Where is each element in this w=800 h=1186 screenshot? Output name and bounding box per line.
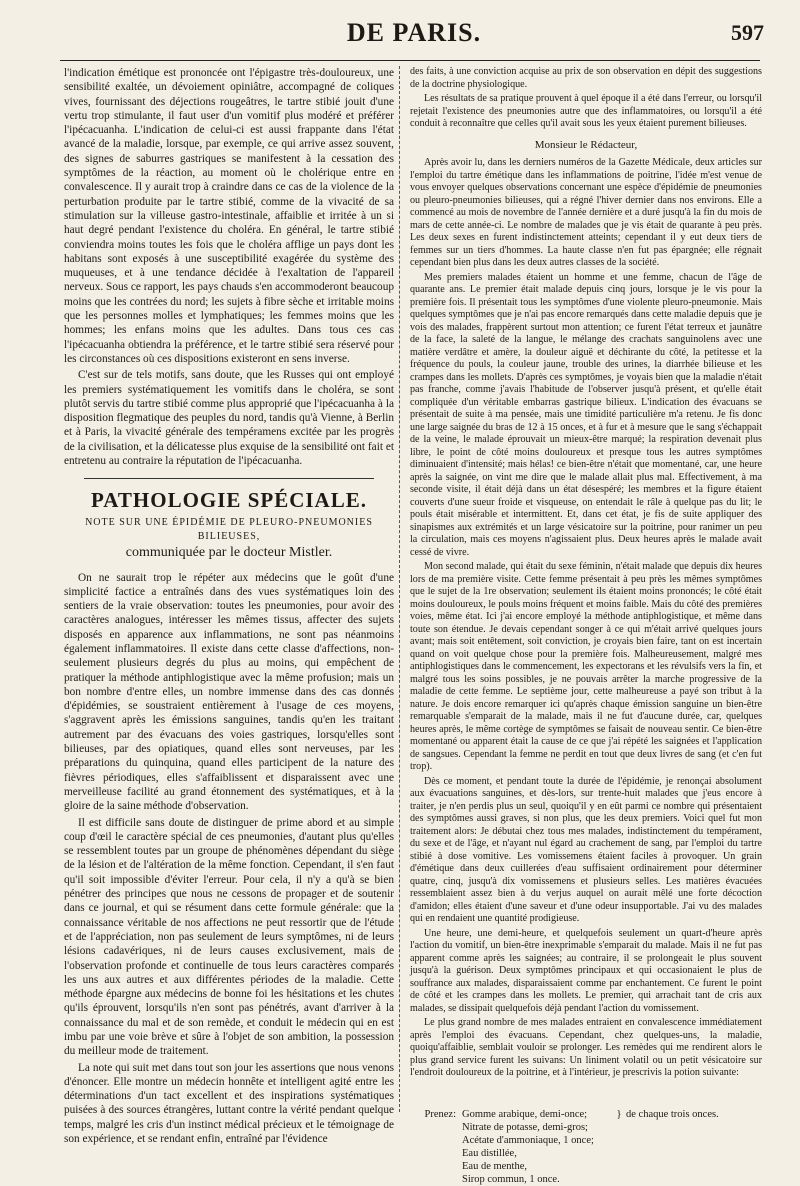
- paragraph: Après avoir lu, dans les derniers numéros de la Gazette Médicale, deux articles sur l'emploi du tartre émétique dans les inflammations de poitrine, l'idée m'est venue de vous envoyer quelques observations concernant une espèce d'épidémie de pneumonies ou pleuro-pneumonies bilieuses, qui a régné l'hiver dernier dans nos environs. Elle a commencé au mois de novembre de l'année dernière et a duré jusqu'à la fin du mois de mars de cette année-ci. Le nombre de malades que je vis était de quarante à peu près. Les deux sexes en furent indistinctement atteints; cependant il y eut deux tiers de femmes sur un tiers d'hommes. La haute classe n'en fut pas épargnée; elle régnait cependant bien plus dans les deux autres classes de la société.: [410, 157, 762, 268]
- paragraph: des faits, à une conviction acquise au prix de son observation en dépit des suggestions de la doctrine physiologique.: [410, 66, 762, 90]
- paragraph: C'est sur de tels motifs, sans doute, que les Russes qui ont employé les premiers systématiquement les vomitifs dans le choléra, se sont plutôt servis du tartre stibié comme plus approprié que l'ipécacuanha à la disposition flegmatique des peuples du nord, tandis qu'à Vienne, à Berlin et à Paris, la vivacité générale des tempéramens excitée par les progrès de la civilisation, et la délicatesse plus exquise de la sensibilité ont fait et entretenu au contraire la réputation de l'ipécacuanha.: [64, 369, 394, 468]
- byline: communiquée par le docteur Mistler.: [125, 545, 333, 561]
- paragraph: La note qui suit met dans tout son jour les assertions que nous venons d'énoncer. Elle montre un médecin honnête et intelligent agité entre les déterminations d'un tact excellent et des inspirations systématiques puisées à des sources étrangères, luttant contre la vérité pendant quelque temps, malgré les cris d'un instinct médical précieux et le témoignage de son expérience, et se rendant enfin, entraîné par l'évidence: [64, 1061, 394, 1146]
- paragraph: Il est difficile sans doute de distinguer de prime abord et au simple coup d'œil le caractère spécial de ces pneumonies, d'autant plus qu'elles se ressemblent toutes par un groupe de phénomènes dépendant du siège de la lésion et de l'altération de la même fonction. Cependant, il s'en faut qu'il soit impossible d'éviter l'erreur. Pour cela, il n'y a qu'à se bien pénétrer des principes que nous ne cessons de propager et de soutenir dans ce journal, et qui se résument dans cette formule générale: que la connaissance véritable de nos affections ne peut ressortir que de l'étude et de l'appréciation, non pas seulement de leurs symptômes, ni de leurs lésions cadavériques, ni de leurs causes exclusivement, mais de l'observation profonde et continuelle de tous leurs caractères comparés les uns aux autres et aux différentes périodes de la maladie. Cette méthode épargne aux médecins de bonne foi les hésitations et les chutes qu'ils éprouvent, lorsqu'ils n'en sont pas pénétrés, avant d'arriver à la connaissance du mal et de son remède, et conduit le médecin qui en est imbu par une voie brève et sûre à l'objet de son ambition, la possession du meilleur mode de traitement.: [64, 816, 394, 1058]
- article-title: NOTE SUR UNE ÉPIDÉMIE DE PLEURO-PNEUMONIES BILIEUSES,: [85, 516, 373, 542]
- header-rule: [60, 60, 760, 61]
- prescription: [410, 1086, 762, 1186]
- page-number: 597: [731, 20, 764, 45]
- paragraph: Les résultats de sa pratique prouvent à quel époque il a été dans l'erreur, ou lorsqu'il rejetait l'existence des pneumonies autre que des inflammatoires, ou lorsqu'il a été conduit à reconnaître que celles qu'il avait sous les yeux étaient purement bilieuses.: [410, 93, 762, 129]
- salutation: Monsieur le Rédacteur,: [534, 138, 638, 151]
- prescription-items: [462, 1108, 612, 1186]
- paragraph: Mon second malade, qui était du sexe féminin, n'était malade que depuis dix heures lors de ma première visite. Cette femme présentait à peu près les mêmes symptômes que le sujet de la 1re observation; seulement ils étaient moins prononcés; le côté était moins douloureux, le pouls moins fréquent et moins faible. Mais du côté des premières voies, même état. Ici j'ai encore employé la méthode antiphlogistique, et même dans toute son étendue. Je devais cependant songer à ce qui m'était arrivé quelques jours avant; mais soit entêtement, soit conviction, je croyais bien faire, tant on est incertain quand on voit quelque chose pour la première fois. Malheureusement, malgré mes antiphlogistiques dans le commencement, les expectorans et les révulsifs vers la fin, et malgré tous les soins possibles, je ne pouvais arrêter la marche progressive de la maladie de cette femme. Le septième jour, cette malheureuse a payé son tribut à la nature. Je dois encore remarquer ici qu'après chaque émission sanguine un bien-être remarquable s'emparait de la malade, mais il ne fut d'aucune durée, car, quelques heures après, le même cortège de symptômes se faisait de nouveau sentir. Ce bien-être momentané ou apparent était la cause de ce que j'ai répété les saignées et l'application de sangsues. Cependant la femme ne perdit en tout que deux livres de sang (et c'en fut trop).: [410, 561, 762, 772]
- prescription-dose: de chaque trois onces.: [626, 1108, 719, 1120]
- prescription-item: Gomme arabique, demi-once;: [462, 1108, 588, 1120]
- prescription-item: Sirop commun, 1 once.: [462, 1173, 560, 1185]
- prescription-item: Nitrate de potasse, demi-gros;: [462, 1121, 588, 1133]
- left-column: [64, 66, 394, 1148]
- section-rule: [84, 478, 374, 479]
- prescription-item: Acétate d'ammoniaque, 1 once;: [462, 1134, 594, 1146]
- right-column: [410, 66, 762, 1186]
- column-divider: [399, 66, 400, 1112]
- prescription-row: [410, 1086, 762, 1186]
- prescription-brace: }: [616, 1108, 622, 1120]
- paragraph: l'indication émétique est prononcée ont l'épigastre très-douloureux, une sensibilité exaltée, un dévoiement opiniâtre, accompagné de coliques vives, fournissant des déjections rougeâtres, le tartre stibié jouit d'une vertu trop stimulante, il faut user d'un vomitif plus modéré et préférer l'ipécacuanha. L'indication de celui-ci est aussi frappante dans l'état avancé de la maladie, lorsque, par exemple, ce qui arrive assez souvent, des signes de saburres gastriques se manifestent à la cessation des symptômes de la réaction, au moment où le cholérique entre en convalescence. Il y aurait trop à craindre dans ce cas de la violence de la perturbation produite par le tartre stibié, comme de la vivacité de sa stimulation sur la villeuse gastro-intestinale, affaiblie et irritée à un si haut degré pendant l'existence du choléra. En général, le tartre stibié conviendra moins toutes les fois que le choléra afflige un pays dont les habitans sont exposés à une susceptibilité exagérée du système des muqueuses, et à une tendance décidée à l'exaltation de l'appareil nerveux. Sous ce rapport, les pays chauds s'en accommoderont beaucoup moins que les contrées du nord; les sujets à fibre sèche et irritable moins que les personnes molles et lymphatiques; les femmes moins que les hommes; les enfans moins que les adultes. Dans tous ces cas l'ipécacuanha obtiendra la préférence, et le tartre stibié sera réservé pour les circonstances où ces dispositions existeront en sens inverse.: [64, 67, 394, 365]
- prescription-item: Eau distillée,: [462, 1147, 517, 1159]
- paragraph: Le plus grand nombre de mes malades entraient en convalescence immédiatement après l'emploi des évacuans. Cependant, chez quelques-uns, la maladie, quoiqu'affaiblie, semblait vouloir se prolonger. Les remèdes qui me rendirent alors le plus grand service furent les suivans: Un liniment volatil ou un petit vésicatoire sur l'endroit douloureux de la poitrine, et à l'intérieur, je prescrivis la potion suivante:: [410, 1017, 762, 1078]
- running-title: DE PARIS.: [346, 18, 482, 47]
- paragraph: Une heure, une demi-heure, et quelquefois seulement un quart-d'heure après l'action du vomitif, un bien-être inexprimable s'emparait du malade. Mais il ne fut pas apparent comme après les saignées; au contraire, il se prolongeait le plus souvent jusqu'à la guérison. Deux symptômes principaux et qui occasionaient le plus de souffrance aux malades, disparaissaient comme par enchantement. Ce furent le point de côté et les crampes dans les mollets. Le premier, qui arrachait tant de cris aux malades, se dissipait quelquefois déjà pendant l'action du vomissement.: [410, 927, 762, 1014]
- prescription-item: Eau de menthe,: [462, 1160, 528, 1172]
- page-header: [64, 8, 764, 48]
- paragraph: Mes premiers malades étaient un homme et une femme, chacun de l'âge de quarante ans. Le premier était malade depuis cinq jours, lorsque je le vis pour la première fois. Il présentait tous les symptômes d'une violente pleuro-pneumonie. Mais quelques symptômes que je n'ai pas encore remarqués dans cette maladie depuis que je vois des malades, frappèrent surtout mon attention; ce furent l'état terreux et jaunâtre de la face, la saleté de la langue, le mélange des crachats sanguinolens avec une matière verdâtre et amère, la douleur aiguë et déchirante du côté, la petitesse et la fréquence du pouls, la couleur jaune, trouble des urines, la diarrhée bilieuse et les crampes dans les mollets. D'après ces symptômes, je voyais bien que la maladie n'était pas franche, comme j'avais l'habitude de l'observer jusqu'à présent, et qu'elle était compliquée d'un véritable embarras gastrique bilieux. L'indication des évacuans se présentait de suite à ma pensée, mais une timidité particulière m'a retenu. Je fis donc une large saignée du bras de 12 à 15 onces, et à fur et à mesure que le sang s'échappait de la veine, le malade éprouvait un mieux-être marqué; la respiration devenait plus libre, le point de côté moins douloureux et presque tous les autres symptômes diminuaient d'intensité; mais hélas! ce bien-être n'était que momentané, car, une heure après la saignée, on vint me dire que le malade allait plus mal. Effectivement, à ma seconde visite, il était déjà dans un état désespéré; les membres et la figure étaient couverts d'une sueur froide et visqueuse, on entendait le râle à quelque pas du lit; le pouls était misérable et intermittent. Et, dans cet état, je fis de suite appliquer des sinapismes aux extrémités et un large vésicatoire sur la poitrine, pour ranimer un peu la circulation, mais ces moyens n'agissaient plus. Deux heures après le malade avait cessé de vivre.: [410, 271, 762, 558]
- prescription-label: Prenez:: [424, 1108, 456, 1120]
- paragraph: On ne saurait trop le répéter aux médecins que le goût d'une simplicité factice a entraînés dans des vues systématiques loin des sentiers de la vraie observation: toutes les pneumonies, pour avoir des caractères analogues, intéresser les mêmes tissus, affecter des sujets disposés en apparence aux inflammations, ne sont pas néanmoins également inflammatoires. Il existe dans cette classe d'affections, non-seulement plusieurs degrés du plus au moins, qui empêchent de pratiquer la méthode antiphlogistique avec la même profusion; mais un bon nombre d'entre elles, un nombre immense dans des cas donnés d'épidémies, se soustraient entièrement à l'usage de ces moyens, s'aggravent après les émissions sanguines, tandis qu'en les traitant autrement par des évacuans des voies gastriques, lorsqu'elles sont bilieuses, par des opiatiques, quand elles sont nerveuses, par les préparations du quinquina, quand elles participent de la nature des fièvres périodiques, elles s'affaiblissent et disparaissent avec une merveilleuse facilité au grand étonnement des systématiques, et à la gloire de la saine méthode d'observation.: [64, 571, 394, 813]
- section-title: PATHOLOGIE SPÉCIALE.: [91, 488, 367, 513]
- paragraph: Dès ce moment, et pendant toute la durée de l'épidémie, je renonçai absolument aux évacuations sanguines, et dès-lors, sur trente-huit malades que j'eus encore à traiter, je n'en perdis plus un seul, quoiqu'il y en eût parmi ce nombre qui présentaient des symptômes aussi graves, si non plus, que les deux premiers. Voici quel fut mon traitement alors: Je débutai chez tous mes malades, indistinctement du tempérament, du sexe et de l'âge, et n'ayant nul égard au crachement de sang, par l'emploi du tartre stibié à dose vomitive. Les vomissemens étaient faciles à provoquer. Un grain d'émétique dans deux cuillerées d'eau suffisaient ordinairement pour déterminer quatre, cinq, jusqu'à dix vomissemens et plusieurs selles. Les matières évacuées ressemblaient assez bien à du verjus auquel on aurait mêlé une forte décoction d'amidon; elles étaient d'une saveur et d'une odeur insupportable. J'ai vu des malades qui en rendaient une quantité prodigieuse.: [410, 775, 762, 924]
